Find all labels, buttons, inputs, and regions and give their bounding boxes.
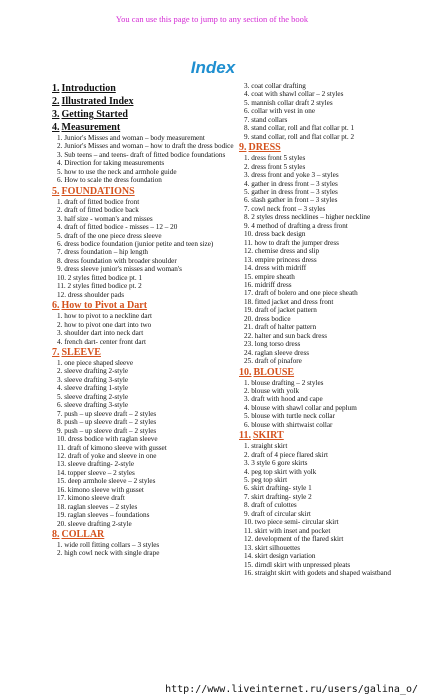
section-label: COLLAR <box>61 529 105 541</box>
section-item-list <box>52 134 234 185</box>
section-label: How to Pivot a Dart <box>61 300 148 312</box>
section-foundations <box>52 186 234 299</box>
section-skirt <box>239 430 415 577</box>
list-item[interactable]: 1. Junior's Misses and woman – body measurement <box>57 134 205 142</box>
list-item[interactable]: 2. dress front 5 styles <box>244 162 306 171</box>
list-item[interactable]: 6. sleeve drafting 3-style <box>57 401 129 410</box>
list-item[interactable]: 3. draft with hood and cape <box>244 395 323 404</box>
section-item-list <box>52 312 234 346</box>
list-item[interactable]: 6. blouse with shirtwaist collar <box>244 420 333 429</box>
section-illustrated-index <box>52 96 234 108</box>
list-item[interactable]: 6. slash gather in front – 3 styles <box>244 196 338 205</box>
section-item-list <box>52 198 234 299</box>
list-item[interactable]: 14. dress with midriff <box>244 264 307 273</box>
list-item[interactable]: 18. raglan sleeves – 2 styles <box>57 502 138 511</box>
list-item[interactable]: 24. raglan sleeve dress <box>244 348 310 357</box>
list-item[interactable]: 11. 2 styles fitted bodice pt. 2 <box>57 282 142 291</box>
list-item[interactable]: 15. empire sheath <box>244 272 295 281</box>
list-item[interactable]: 17. draft of bolero and one piece sheath <box>244 289 358 298</box>
list-item[interactable]: 4. french dart- center front dart <box>57 337 146 346</box>
section-measurement <box>52 122 234 185</box>
section-link-skirt[interactable] <box>239 430 415 442</box>
list-item[interactable]: 1. how to pivot to a neckline dart <box>57 312 153 321</box>
list-item[interactable]: 19. raglan sleeves – foundations <box>57 511 150 520</box>
list-item[interactable]: 5. how to use the neck and armhole guide <box>57 167 177 176</box>
list-item[interactable]: 2. Junior's Misses and woman – how to draft the dress bodice <box>57 142 234 151</box>
list-item[interactable]: 15. dirndl skirt with unpressed pleats <box>244 560 351 569</box>
list-item[interactable]: 7. push – up sleeve draft – 2 styles <box>57 409 157 418</box>
list-item[interactable]: 3. coat collar drafting <box>244 82 306 90</box>
list-item[interactable]: 12. development of the flared skirt <box>244 535 344 544</box>
list-item[interactable]: 9. 4 method of drafting a dress front <box>244 221 348 230</box>
section-number: 9. <box>239 142 247 154</box>
list-item[interactable]: 1. blouse drafting – 2 styles <box>244 378 324 387</box>
list-item[interactable]: 3. shoulder dart into neck dart <box>57 329 144 338</box>
list-item[interactable]: 3. Sub teens – and teens- draft of fitted bodice foundations <box>57 150 226 159</box>
section-number: 3. <box>52 109 60 120</box>
section-how-to-pivot-a-dart <box>52 300 234 346</box>
list-item[interactable]: 1. one piece shaped sleeve <box>57 358 134 367</box>
list-item[interactable]: 6. dress bodice foundation (junior petite and teen size) <box>57 239 214 248</box>
list-item[interactable]: 4. gather in dress front – 3 styles <box>244 179 338 188</box>
list-item[interactable]: 10. dress bodice with raglan sleeve <box>57 435 158 444</box>
jump-note: You can use this page to jump to any section of the book <box>115 14 309 24</box>
list-item[interactable]: 10. dress back design <box>244 230 306 239</box>
list-item[interactable]: 2. high cowl neck with single drape <box>57 549 160 558</box>
section-link-sleeve[interactable] <box>52 347 234 359</box>
list-item[interactable]: 2. how to pivot one dart into two <box>57 320 152 329</box>
list-item[interactable]: 7. cowl neck front – 3 styles <box>244 204 326 213</box>
list-item[interactable]: 8. dress foundation with broader shoulder <box>57 256 177 265</box>
section-item-list <box>52 359 234 528</box>
section-item-list <box>52 541 234 558</box>
list-item[interactable]: 12. draft of yoke and sleeve in one <box>57 451 157 460</box>
section-number: 10. <box>239 366 252 378</box>
list-item[interactable]: 16. straight skirt with godets and shaped waistband <box>244 569 391 578</box>
list-item[interactable]: 25. draft of pinafore <box>244 357 302 366</box>
list-item[interactable]: 13. skirt silhouettes <box>244 543 301 552</box>
list-item[interactable]: 8. push – up sleeve draft – 2 styles <box>57 418 157 427</box>
section-number: 6. <box>52 300 60 312</box>
list-item[interactable]: 8. draft of culottes <box>244 501 297 510</box>
list-item[interactable]: 3. 3 style 6 gore skirts <box>244 459 308 468</box>
list-item[interactable]: 4. coat with shawl collar – 2 styles <box>244 90 344 99</box>
source-url: http://www.liveinternet.ru/users/galina_o/ <box>165 684 418 695</box>
section-item-list <box>239 154 415 365</box>
list-item[interactable]: 17. kimono sleeve draft <box>57 494 125 503</box>
list-item[interactable]: 11. draft of kimono sleeve with gusset <box>57 443 167 452</box>
list-item[interactable]: 12. chemise dress and slip <box>244 247 320 256</box>
list-item[interactable]: 13. empire princess dress <box>244 255 317 264</box>
section-getting-started <box>52 109 234 121</box>
section-number: 7. <box>52 346 60 358</box>
section-link-collar[interactable] <box>52 529 234 541</box>
list-item[interactable]: 16. midriff dress <box>244 280 292 289</box>
section-introduction <box>52 83 234 95</box>
section-number: 2. <box>52 96 60 107</box>
list-item[interactable]: 6. collar with vest in one <box>244 107 316 116</box>
list-item[interactable]: 6. How to scale the dress foundation <box>57 176 162 185</box>
section-number: 1. <box>52 83 60 94</box>
list-item[interactable]: 7. skirt drafting- style 2 <box>244 492 312 501</box>
section-number: 8. <box>52 529 60 541</box>
list-item[interactable]: 14. skirt design variation <box>244 552 316 561</box>
section-sleeve <box>52 347 234 528</box>
list-item[interactable]: 9. dress sleeve junior's misses and woman's <box>57 265 182 274</box>
list-item[interactable]: 1. straight skirt <box>244 442 288 451</box>
section-link-illustrated-index[interactable] <box>52 96 234 108</box>
section-label: SKIRT <box>252 430 284 442</box>
list-item[interactable]: 12. dress shoulder pads <box>57 290 125 299</box>
section-collar <box>52 529 234 558</box>
section-link-foundations[interactable] <box>52 186 234 198</box>
section-label: SLEEVE <box>61 346 101 358</box>
list-item[interactable]: 2. draft of 4 piece flared skirt <box>244 450 329 459</box>
list-item[interactable]: 11. skirt with inset and pocket <box>244 526 331 535</box>
section-link-blouse[interactable] <box>239 367 415 379</box>
list-item[interactable]: 11. how to draft the jumper dress <box>244 238 339 247</box>
list-item[interactable]: 9. draft of circular skirt <box>244 509 311 518</box>
list-item[interactable]: 2. draft of fitted bodice back <box>57 206 139 215</box>
collar-continued-list <box>239 82 415 141</box>
list-item[interactable]: 3. half size - woman's and misses <box>57 214 153 223</box>
section-item-list <box>239 379 415 430</box>
list-item[interactable]: 8. 2 styles dress necklines – higher neckline <box>244 213 371 222</box>
list-item[interactable]: 10. two piece semi- circular skirt <box>244 518 339 527</box>
list-item[interactable]: 14. topper sleeve – 2 styles <box>57 468 135 477</box>
list-item[interactable]: 4. draft of fitted bodice - misses – 12 – 20 <box>57 223 178 232</box>
section-link-dress[interactable] <box>239 142 415 154</box>
list-item[interactable]: 18. fitted jacket and dress front <box>244 297 334 306</box>
section-link-introduction[interactable] <box>52 83 234 95</box>
right-column <box>239 82 415 577</box>
list-item[interactable]: 3. sleeve drafting 3-style <box>57 375 129 384</box>
page-title: Index <box>190 58 236 77</box>
list-item[interactable]: 7. stand collars <box>244 115 288 124</box>
list-item[interactable]: 5. peg top skirt <box>244 476 288 485</box>
list-item[interactable]: 4. blouse with shawl collar and peplum <box>244 403 357 412</box>
section-blouse <box>239 367 415 430</box>
list-item[interactable]: 10. 2 styles fitted bodice pt. 1 <box>57 273 143 282</box>
list-item[interactable]: 2. sleeve drafting 2-style <box>57 367 129 376</box>
list-item[interactable]: 13. sleeve drafting- 2-style <box>57 460 135 469</box>
list-item[interactable]: 5. mannish collar draft 2 styles <box>244 98 333 107</box>
list-item[interactable]: 5. blouse with turtle neck collar <box>244 412 336 421</box>
list-item[interactable]: 5. sleeve drafting 2-style <box>57 392 129 401</box>
list-item[interactable]: 5. gather in dress front – 3 styles <box>244 187 338 196</box>
list-item[interactable]: 9. stand collar, roll and flat collar pt. 2 <box>244 132 355 141</box>
list-item[interactable]: 1. dress front 5 styles <box>244 154 306 163</box>
list-item[interactable]: 22. halter and sun back dress <box>244 331 328 340</box>
list-item[interactable]: 2. blouse with yolk <box>244 386 300 395</box>
list-item[interactable]: 1. wide roll fitting collars – 3 styles <box>57 541 160 550</box>
list-item[interactable]: 21. draft of halter pattern <box>244 323 317 332</box>
list-item[interactable]: 20. sleeve drafting 2-style <box>57 519 132 528</box>
list-item[interactable]: 7. dress foundation – hip length <box>57 248 149 257</box>
list-item[interactable]: 8. stand collar, roll and flat collar pt. 1 <box>244 124 355 133</box>
list-item[interactable]: 4. Direction for taking measurements <box>57 159 165 168</box>
list-item[interactable]: 19. draft of jacket pattern <box>244 306 317 315</box>
section-number: 5. <box>52 185 60 197</box>
list-item[interactable]: 15. deep armhole sleeve – 2 styles <box>57 477 156 486</box>
list-item[interactable]: 4. sleeve drafting 1-style <box>57 384 129 393</box>
section-label: Measurement <box>61 122 121 133</box>
list-item[interactable]: 9. push – up sleeve draft – 2 styles <box>57 426 157 435</box>
section-link-getting-started[interactable] <box>52 109 234 121</box>
section-item-list <box>239 442 415 577</box>
list-item[interactable]: 23. long torso dress <box>244 340 301 349</box>
section-number: 11. <box>239 430 251 442</box>
list-item[interactable]: 5. draft of the one piece dress sleeve <box>57 231 162 240</box>
list-item[interactable]: 6. skirt drafting- style 1 <box>244 484 312 493</box>
section-label: Introduction <box>61 83 116 94</box>
section-number: 4. <box>52 122 60 133</box>
section-link-how-to-pivot-a-dart[interactable] <box>52 300 234 312</box>
section-label: FOUNDATIONS <box>61 185 135 197</box>
section-label: Getting Started <box>61 109 128 120</box>
list-item[interactable]: 20. dress bodice <box>244 314 291 323</box>
list-item[interactable]: 4. peg top skirt with yolk <box>244 467 317 476</box>
list-item[interactable]: 1. draft of fitted bodice front <box>57 197 140 206</box>
section-dress <box>239 142 415 365</box>
section-label: Illustrated Index <box>61 96 134 107</box>
left-column <box>52 82 234 558</box>
list-item[interactable]: 16. kimono sleeve with gusset <box>57 485 144 494</box>
section-label: BLOUSE <box>253 366 295 378</box>
section-label: DRESS <box>248 142 281 154</box>
list-item[interactable]: 3. dress front and yoke 3 – styles <box>244 171 339 180</box>
section-link-measurement[interactable] <box>52 122 234 134</box>
